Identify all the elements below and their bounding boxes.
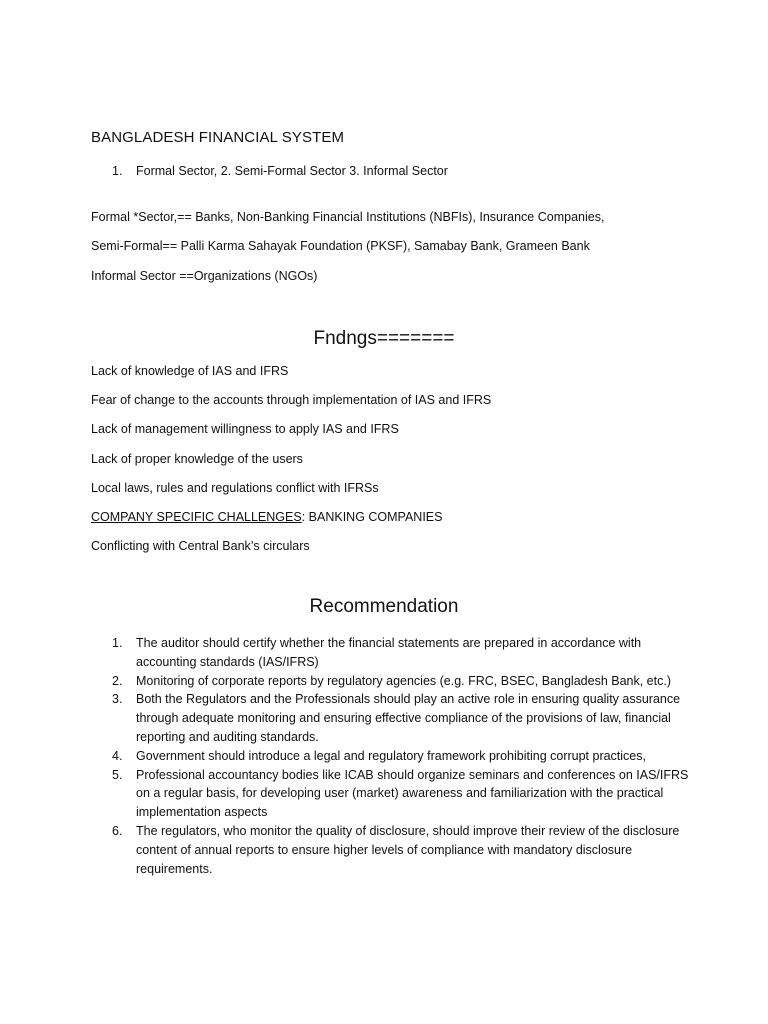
recommendation-heading: Recommendation: [309, 596, 459, 617]
list-item-number: 1.: [112, 164, 123, 178]
semi-formal-sector-line: Semi-Formal== Palli Karma Sahayak Foundation (PKSF), Samabay Bank, Grameen Bank: [91, 239, 590, 253]
company-challenges-line: [91, 508, 442, 527]
list-item-number: 1.: [112, 636, 123, 650]
list-item-number: 4.: [112, 748, 123, 763]
list-item: [112, 672, 692, 691]
list-item: [112, 747, 692, 766]
list-item-number: 3.: [112, 692, 123, 707]
list-item-text: Formal Sector, 2. Semi-Formal Sector 3. Informal Sector: [136, 164, 448, 178]
list-item-text: The auditor should certify whether the financial statements are prepared in accordance with accounting standards (IAS/IFRS): [136, 636, 642, 669]
list-item: [112, 162, 448, 181]
formal-sector-line: Formal *Sector,== Banks, Non-Banking Financial Institutions (NBFIs), Insurance Companies,: [91, 210, 605, 224]
company-challenges-separator: :: [301, 510, 306, 524]
document-title: BANGLADESH FINANCIAL SYSTEM: [91, 129, 345, 146]
list-item-text: Monitoring of corporate reports by regulatory agencies (e.g. FRC, BSEC, Bangladesh Bank, etc.): [136, 673, 671, 688]
finding-item: Lack of proper knowledge of the users: [91, 452, 303, 466]
finding-item: Lack of management willingness to apply IAS and IFRS: [91, 422, 399, 436]
list-item-text: The regulators, who monitor the quality of disclosure, should improve their review of the disclosure content of annual reports to ensure higher levels of compliance with mandatory disclosure requirements.: [136, 823, 680, 876]
conflict-line: Conflicting with Central Bank’s circulars: [91, 539, 310, 553]
list-item-text: Government should introduce a legal and regulatory framework prohibiting corrupt practices,: [136, 748, 646, 763]
list-item-text: Both the Regulators and the Professionals should play an active role in ensuring quality assurance through adequate monitoring and ensuring effective compliance of the provisions of law, financial reporting and auditing standards.: [136, 692, 681, 744]
company-challenges-label: COMPANY SPECIFIC CHALLENGES: [91, 510, 302, 524]
list-item: [112, 766, 692, 822]
list-item: [112, 634, 692, 672]
recommendation-list: [112, 634, 692, 878]
informal-sector-line: Informal Sector ==Organizations (NGOs): [91, 269, 318, 283]
list-item: [112, 822, 692, 878]
sector-list: [112, 162, 448, 181]
list-item: [112, 690, 692, 746]
list-item-text: Professional accountancy bodies like ICAB should organize seminars and conferences on IAS/IFRS on a regular basis, for developing user (market) awareness and familiarization with the practical implementation aspects: [136, 767, 689, 820]
finding-item: Lack of knowledge of IAS and IFRS: [91, 364, 289, 378]
list-item-number: 6.: [112, 823, 123, 838]
company-challenges-value: BANKING COMPANIES: [305, 510, 443, 524]
list-item-number: 2.: [112, 673, 123, 688]
findings-heading: Fndngs=======: [313, 328, 455, 349]
finding-item: Local laws, rules and regulations conflict with IFRSs: [91, 481, 379, 495]
list-item-number: 5.: [112, 767, 123, 782]
finding-item: Fear of change to the accounts through implementation of IAS and IFRS: [91, 393, 492, 407]
